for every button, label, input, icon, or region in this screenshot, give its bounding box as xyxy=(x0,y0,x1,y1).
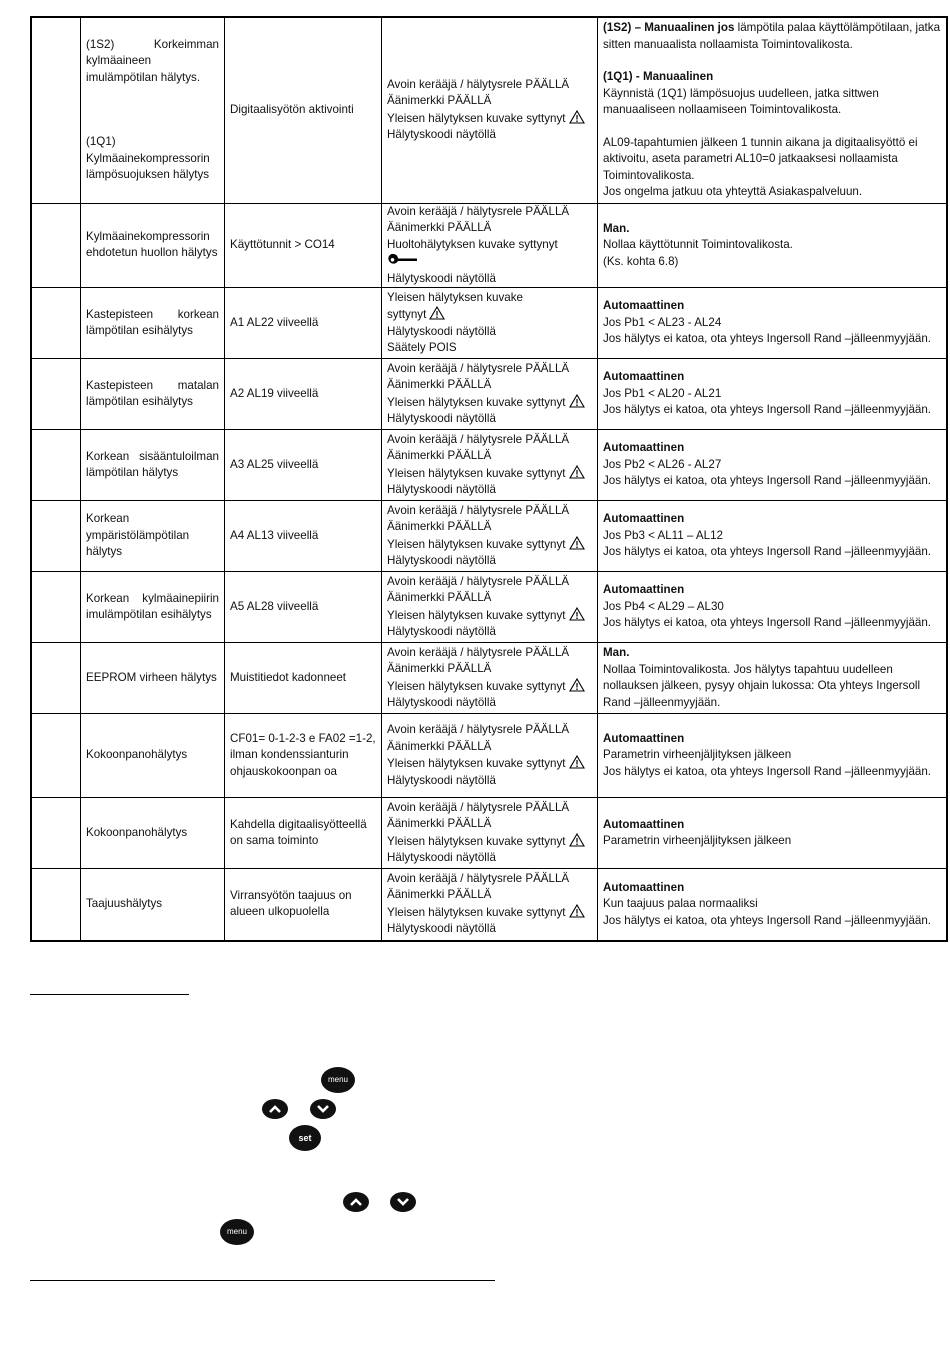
remedy-cell xyxy=(598,359,948,430)
effect-text: Äänimerkki PÄÄLLÄ xyxy=(387,817,492,830)
effect-text: Avoin kerääjä / hälytysrele PÄÄLLÄ xyxy=(387,723,570,736)
effect-text: Säätely POIS xyxy=(387,341,457,354)
effect-line xyxy=(387,695,592,712)
alarm-text: Kokoonpanohälytys xyxy=(86,825,188,839)
remedy-text: Jos Pb3 < AL11 – AL12 xyxy=(603,528,724,542)
effect-line xyxy=(387,553,592,570)
remedy-text: Jos ongelma jatkuu ota yhteyttä Asiakaspalveluun. xyxy=(603,185,863,198)
remedy-heading: (1Q1) - Manuaalinen xyxy=(603,70,714,83)
alarm-cell xyxy=(81,359,225,430)
effect-text: Hälytyskoodi näytöllä xyxy=(387,922,496,936)
warning-icon xyxy=(569,755,585,769)
effect-line xyxy=(387,271,592,288)
effect-text: Avoin kerääjä / hälytysrele PÄÄLLÄ xyxy=(387,574,570,588)
wrench-icon xyxy=(387,253,419,267)
remedy-line xyxy=(603,817,941,834)
up-key-icon xyxy=(262,1099,288,1119)
alarm-text: Kastepisteen matalan lämpötilan esihälytys xyxy=(86,378,219,408)
effect-line xyxy=(387,448,592,465)
row-number-cell xyxy=(31,643,81,714)
table-row xyxy=(31,798,947,869)
effect-line xyxy=(387,340,592,357)
warning-icon xyxy=(569,394,585,408)
effect-line xyxy=(387,722,592,739)
warning-icon xyxy=(569,833,585,847)
remedy-line xyxy=(603,662,941,712)
remedy-text: Kun taajuus palaa normaaliksi xyxy=(603,897,758,910)
effects-cell xyxy=(382,798,598,869)
paragraph-gap xyxy=(603,53,941,69)
cause-cell xyxy=(225,501,382,572)
row-number-cell xyxy=(31,501,81,572)
effect-text: Avoin kerääjä / hälytysrele PÄÄLLÄ xyxy=(387,800,570,814)
remedy-line xyxy=(603,135,941,185)
remedy-line xyxy=(603,544,941,561)
remedy-text: Käynnistä (1Q1) lämpösuojus uudelleen, jatka sittwen manuaaliseen nollaamiseen Toimintovalikosta. xyxy=(603,86,879,116)
section-divider-long xyxy=(30,1280,495,1281)
cause-cell xyxy=(225,17,382,203)
alarm-text: (1Q1) Kylmäainekompressorin lämpösuojuksen hälytys xyxy=(86,135,210,182)
remedy-text: Parametrin virheenjäljityksen jälkeen xyxy=(603,834,792,847)
menu-key-label-2: menu xyxy=(226,1227,247,1236)
remedy-line xyxy=(603,331,941,348)
cause-cell xyxy=(225,359,382,430)
effects-cell xyxy=(382,288,598,359)
alarm-cell xyxy=(81,288,225,359)
effects-cell xyxy=(382,17,598,203)
remedy-heading: Man. xyxy=(603,646,630,659)
remedy-heading: Automaattinen xyxy=(603,512,685,526)
remedy-text: Jos hälytys ei katoa, ota yhteys Ingersoll Rand –jälleenmyyjään. xyxy=(603,764,932,778)
remedy-text: AL09-tapahtumien jälkeen 1 tunnin aikana ja digitaalisyöttö ei aktivoitu, aseta parametri AL10=0 jatkaaksesi nollaamista Toimintovalikosta. xyxy=(603,135,918,182)
remedy-line xyxy=(603,615,941,632)
remedy-line xyxy=(603,221,941,238)
effect-text: Avoin kerääjä / hälytysrele PÄÄLLÄ xyxy=(387,361,570,375)
effect-text: Yleisen hälytyksen kuvake syttynyt xyxy=(387,834,566,848)
remedy-line xyxy=(603,184,941,201)
section-divider-short xyxy=(30,994,189,995)
remedy-text: Parametrin virheenjäljityksen jälkeen xyxy=(603,748,792,762)
remedy-line xyxy=(603,528,941,545)
warning-icon xyxy=(429,306,445,320)
remedy-text: Nollaa käyttötunnit Toimintovalikosta. xyxy=(603,238,793,251)
effects-cell xyxy=(382,501,598,572)
effect-text: Avoin kerääjä / hälytysrele PÄÄLLÄ xyxy=(387,645,570,659)
cause-cell xyxy=(225,288,382,359)
remedy-heading: Automaattinen xyxy=(603,731,685,745)
effect-text: Äänimerkki PÄÄLLÄ xyxy=(387,888,492,902)
row-number-cell xyxy=(31,714,81,798)
remedy-text: Jos hälytys ei katoa, ota yhteys Ingersoll Rand –jälleenmyyjään. xyxy=(603,474,932,488)
effect-text: Äänimerkki PÄÄLLÄ xyxy=(387,449,492,462)
effect-line xyxy=(387,290,592,307)
row-number-cell xyxy=(31,572,81,643)
alarm-text: Kastepisteen korkean lämpötilan esihälytys xyxy=(86,307,219,337)
effect-line xyxy=(387,871,592,888)
alarm-text: Korkean ympäristölämpötilan hälytys xyxy=(86,512,190,559)
table-row xyxy=(31,203,947,288)
row-number-cell xyxy=(31,869,81,941)
table-row xyxy=(31,643,947,714)
warning-icon xyxy=(569,904,585,918)
effect-line xyxy=(387,678,592,696)
remedy-cell xyxy=(598,572,948,643)
effect-text: Yleisen hälytyksen kuvake syttynyt xyxy=(387,679,566,693)
effect-text: Yleisen hälytyksen kuvake syttynyt xyxy=(387,905,566,919)
down-key-icon-2 xyxy=(390,1192,416,1212)
table-row xyxy=(31,714,947,798)
effects-cell xyxy=(382,203,598,288)
remedy-text: Jos Pb1 < AL23 - AL24 xyxy=(603,315,722,329)
remedy-cell xyxy=(598,798,948,869)
effect-text: Äänimerkki PÄÄLLÄ xyxy=(387,520,492,533)
remedy-text: Jos hälytys ei katoa, ota yhteys Ingersoll Rand –jälleenmyyjään. xyxy=(603,913,932,927)
effect-text: Hälytyskoodi näytöllä xyxy=(387,625,496,638)
remedy-cell xyxy=(598,714,948,798)
warning-icon xyxy=(569,110,585,124)
effect-text: Äänimerkki PÄÄLLÄ xyxy=(387,662,492,675)
effect-text: Hälytyskoodi näytöllä xyxy=(387,271,496,285)
remedy-cell xyxy=(598,501,948,572)
remedy-line xyxy=(603,731,941,748)
effect-text: Huoltohälytyksen kuvake syttynyt xyxy=(387,237,558,251)
remedy-line xyxy=(603,645,941,662)
cause-text: Virransyötön taajuus on alueen ulkopuolella xyxy=(230,888,352,919)
alarm-text: Taajuushälytys xyxy=(86,897,163,910)
remedy-heading: Automaattinen xyxy=(603,299,685,313)
remedy-heading: Automaattinen xyxy=(603,817,685,831)
alarm-cell xyxy=(81,798,225,869)
effect-text: Hälytyskoodi näytöllä xyxy=(387,851,496,864)
effect-text: Yleisen hälytyksen kuvake syttynyt xyxy=(387,111,566,125)
remedy-text: Jos hälytys ei katoa, ota yhteys Ingersoll Rand –jälleenmyyjään. xyxy=(603,616,932,630)
alarm-cell xyxy=(81,572,225,643)
paragraph-gap xyxy=(603,119,941,135)
effect-text: Hälytyskoodi näytöllä xyxy=(387,554,496,567)
effect-line xyxy=(387,465,592,483)
remedy-line xyxy=(603,896,941,913)
effect-line xyxy=(387,110,592,128)
remedy-text: Jos Pb2 < AL26 - AL27 xyxy=(603,457,722,471)
table-row xyxy=(31,430,947,501)
remedy-line xyxy=(603,86,941,119)
effects-cell xyxy=(382,359,598,430)
cause-cell xyxy=(225,203,382,288)
cause-cell xyxy=(225,869,382,941)
table-row xyxy=(31,869,947,941)
cause-cell xyxy=(225,798,382,869)
remedy-line xyxy=(603,254,941,271)
remedy-text: (Ks. kohta 6.8) xyxy=(603,254,679,268)
effect-line xyxy=(387,850,592,867)
remedy-text: lämpötila palaa käyttölämpötilaan, jatka sitten manuaalista nollaamista Toimintovalikosta. xyxy=(603,21,941,51)
alarm-text: (1S2) Korkeimman kylmäaineen imulämpötilan hälytys. xyxy=(86,37,219,84)
remedy-cell xyxy=(598,288,948,359)
remedy-line xyxy=(603,402,941,419)
effect-line xyxy=(387,536,592,554)
alarm-table xyxy=(30,16,948,942)
remedy-line xyxy=(603,764,941,781)
effect-line xyxy=(387,574,592,591)
effect-line xyxy=(387,661,592,678)
up-key-icon-2 xyxy=(343,1192,369,1212)
row-number-cell xyxy=(31,203,81,288)
cause-text: CF01= 0-1-2-3 e FA02 =1-2, ilman kondenssianturin ohjauskokoonpan oa xyxy=(230,731,376,778)
effect-text: Äänimerkki PÄÄLLÄ xyxy=(387,221,492,234)
remedy-line xyxy=(603,457,941,474)
effect-line xyxy=(387,432,592,449)
alarm-cell xyxy=(81,17,225,203)
effect-text: syttynyt xyxy=(387,308,427,321)
effect-text: Yleisen hälytyksen kuvake syttynyt xyxy=(387,466,566,480)
remedy-line xyxy=(603,386,941,403)
effect-text: Yleisen hälytyksen kuvake syttynyt xyxy=(387,537,566,551)
remedy-line xyxy=(603,582,941,599)
remedy-cell xyxy=(598,643,948,714)
effect-line xyxy=(387,237,592,254)
effect-text: Yleisen hälytyksen kuvake xyxy=(387,290,523,304)
cause-cell xyxy=(225,430,382,501)
remedy-heading: Man. xyxy=(603,221,630,235)
effect-line xyxy=(387,77,592,94)
remedy-heading: Automaattinen xyxy=(603,370,685,384)
effects-cell xyxy=(382,714,598,798)
remedy-line xyxy=(603,298,941,315)
alarm-text: EEPROM virheen hälytys xyxy=(86,670,217,684)
effect-line xyxy=(387,755,592,773)
effect-line xyxy=(387,519,592,536)
alarm-table-body xyxy=(31,17,947,941)
effect-line xyxy=(387,816,592,833)
cause-text: A4 AL13 viiveellä xyxy=(230,528,319,542)
remedy-text: Jos Pb1 < AL20 - AL21 xyxy=(603,386,722,400)
remedy-heading: Automaattinen xyxy=(603,583,685,597)
alarm-text: Korkean sisääntuloilman lämpötilan hälytys xyxy=(86,449,219,479)
menu-key-icon xyxy=(321,1067,355,1093)
cause-text: Muistitiedot kadonneet xyxy=(230,670,347,684)
menu-key-icon-2 xyxy=(220,1219,254,1245)
alarm-text: Kylmäainekompressorin ehdotetun huollon hälytys xyxy=(86,229,218,260)
row-number-cell xyxy=(31,288,81,359)
alarm-text: Korkean kylmäainepiirin imulämpötilan esihälytys xyxy=(86,591,219,621)
remedy-line xyxy=(603,880,941,897)
remedy-cell xyxy=(598,203,948,288)
remedy-line xyxy=(603,511,941,528)
table-row xyxy=(31,572,947,643)
effect-line xyxy=(387,503,592,520)
cause-text: Kahdella digitaalisyötteellä on sama toiminto xyxy=(230,817,367,847)
effect-text: Hälytyskoodi näytöllä xyxy=(387,324,496,338)
effect-text: Avoin kerääjä / hälytysrele PÄÄLLÄ xyxy=(387,204,570,218)
remedy-line xyxy=(603,369,941,386)
effect-line xyxy=(387,361,592,378)
effect-text: Avoin kerääjä / hälytysrele PÄÄLLÄ xyxy=(387,432,570,446)
effect-text: Äänimerkki PÄÄLLÄ xyxy=(387,739,492,753)
effect-line xyxy=(387,324,592,341)
effect-line xyxy=(387,773,592,790)
alarm-cell xyxy=(81,430,225,501)
remedy-line xyxy=(603,833,941,850)
effect-line xyxy=(387,590,592,607)
remedy-cell xyxy=(598,17,948,203)
effect-text: Yleisen hälytyksen kuvake syttynyt xyxy=(387,608,566,622)
effect-line xyxy=(387,624,592,641)
cause-text: A5 AL28 viiveellä xyxy=(230,599,319,613)
effect-line xyxy=(387,645,592,662)
cause-cell xyxy=(225,572,382,643)
effect-line xyxy=(387,482,592,499)
remedy-heading: Automaattinen xyxy=(603,441,685,455)
effects-cell xyxy=(382,643,598,714)
effect-line xyxy=(387,377,592,394)
effect-line xyxy=(387,93,592,110)
table-row xyxy=(31,359,947,430)
cause-text: A1 AL22 viiveellä xyxy=(230,315,319,329)
effect-line xyxy=(387,253,592,271)
alarm-cell xyxy=(81,643,225,714)
remedy-cell xyxy=(598,430,948,501)
effect-line xyxy=(387,204,592,221)
effect-text: Hälytyskoodi näytöllä xyxy=(387,773,496,787)
cause-text: Digitaalisyötön aktivointi xyxy=(230,103,354,116)
effect-line xyxy=(387,921,592,938)
remedy-text: Jos hälytys ei katoa, ota yhteys Ingersoll Rand –jälleenmyyjään. xyxy=(603,332,932,346)
effect-text: Avoin kerääjä / hälytysrele PÄÄLLÄ xyxy=(387,871,570,885)
warning-icon xyxy=(569,678,585,692)
remedy-line xyxy=(603,315,941,332)
effect-text: Avoin kerääjä / hälytysrele PÄÄLLÄ xyxy=(387,503,570,517)
effect-line xyxy=(387,127,592,144)
alarm-text xyxy=(86,86,219,134)
set-key-label: set xyxy=(298,1133,312,1143)
effect-line xyxy=(387,904,592,922)
row-number-cell xyxy=(31,17,81,203)
cause-cell xyxy=(225,643,382,714)
table-row xyxy=(31,501,947,572)
remedy-line xyxy=(603,473,941,490)
effect-text: Äänimerkki PÄÄLLÄ xyxy=(387,94,492,108)
effect-text: Hälytyskoodi näytöllä xyxy=(387,696,496,709)
remedy-text: Nollaa Toimintovalikosta. Jos hälytys tapahtuu uudelleen nollauksen jälkeen, pysyy ohjain lukossa: Ota yhteys Ingersoll Rand –jälleenmyyjään. xyxy=(603,662,921,709)
cause-text: A3 AL25 viiveellä xyxy=(230,457,319,471)
row-number-cell xyxy=(31,359,81,430)
remedy-line xyxy=(603,747,941,764)
menu-key-label: menu xyxy=(327,1075,348,1084)
effect-text: Hälytyskoodi näytöllä xyxy=(387,128,496,142)
effect-line xyxy=(387,739,592,756)
cause-text: A2 AL19 viiveellä xyxy=(230,386,319,400)
effect-line xyxy=(387,887,592,904)
alarm-cell xyxy=(81,869,225,941)
effect-line xyxy=(387,220,592,237)
alarm-text: Kokoonpanohälytys xyxy=(86,748,188,762)
effect-text: Hälytyskoodi näytöllä xyxy=(387,412,496,425)
effects-cell xyxy=(382,869,598,941)
effect-line xyxy=(387,800,592,817)
row-number-cell xyxy=(31,798,81,869)
alarm-cell xyxy=(81,714,225,798)
warning-icon xyxy=(569,536,585,550)
remedy-line xyxy=(603,440,941,457)
table-row xyxy=(31,288,947,359)
remedy-heading: Automaattinen xyxy=(603,880,685,894)
alarm-cell xyxy=(81,203,225,288)
row-number-cell xyxy=(31,430,81,501)
effect-text: Avoin kerääjä / hälytysrele PÄÄLLÄ xyxy=(387,77,570,91)
effect-line xyxy=(387,607,592,625)
remedy-text: Jos hälytys ei katoa, ota yhteys Ingersoll Rand –jälleenmyyjään. xyxy=(603,545,932,559)
remedy-line xyxy=(603,913,941,930)
warning-icon xyxy=(569,465,585,479)
cause-text: Käyttötunnit > CO14 xyxy=(230,238,335,251)
effect-line xyxy=(387,411,592,428)
effect-text: Hälytyskoodi näytöllä xyxy=(387,483,496,496)
effect-text: Yleisen hälytyksen kuvake syttynyt xyxy=(387,395,566,409)
remedy-text: Jos hälytys ei katoa, ota yhteys Ingersoll Rand –jälleenmyyjään. xyxy=(603,403,932,417)
remedy-line xyxy=(603,599,941,616)
alarm-cell xyxy=(81,501,225,572)
cause-cell xyxy=(225,714,382,798)
effect-text: Yleisen hälytyksen kuvake syttynyt xyxy=(387,757,566,770)
effect-line xyxy=(387,394,592,412)
remedy-heading: (1S2) – Manuaalinen jos xyxy=(603,21,735,34)
warning-icon xyxy=(569,607,585,621)
effect-line xyxy=(387,833,592,851)
down-key-icon xyxy=(310,1099,336,1119)
effects-cell xyxy=(382,572,598,643)
remedy-line xyxy=(603,237,941,254)
effect-text: Äänimerkki PÄÄLLÄ xyxy=(387,378,492,391)
remedy-cell xyxy=(598,869,948,941)
remedy-text: Jos Pb4 < AL29 – AL30 xyxy=(603,599,724,613)
remedy-line xyxy=(603,20,941,53)
table-row xyxy=(31,17,947,203)
remedy-line xyxy=(603,69,941,86)
effect-line xyxy=(387,306,592,324)
set-key-icon xyxy=(289,1125,321,1151)
effect-text: Äänimerkki PÄÄLLÄ xyxy=(387,591,492,604)
effects-cell xyxy=(382,430,598,501)
